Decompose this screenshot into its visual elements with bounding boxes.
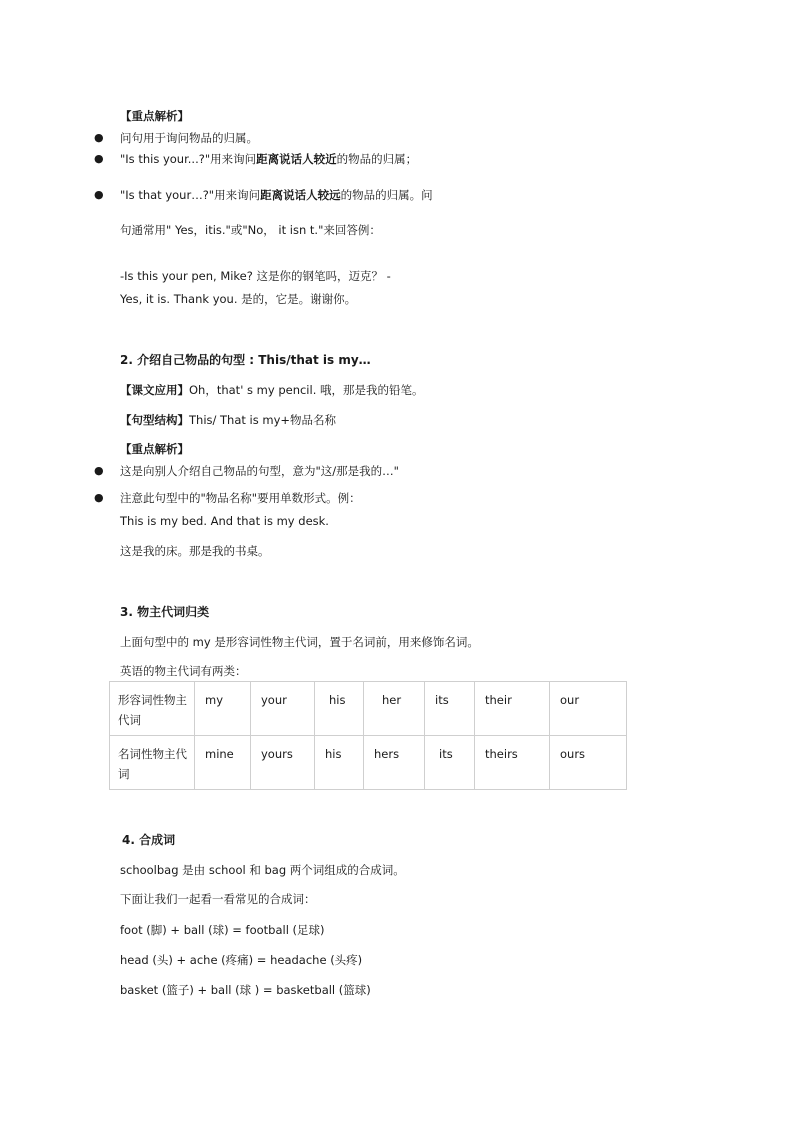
compound-example: head (头) + ache (疼痛) = headache (头疼)	[120, 953, 363, 967]
pronoun-table	[109, 681, 627, 790]
table-cell: their	[475, 682, 550, 736]
table-cell: your	[251, 682, 315, 736]
paragraph: 英语的物主代词有两类：	[120, 664, 247, 678]
key-analysis-heading: 【重点解析】	[120, 442, 189, 456]
table-cell: my	[195, 682, 251, 736]
bullet-text: 注意此句型中的"物品名称"要用单数形式。例：	[120, 491, 361, 505]
bullet-dot: ●	[94, 188, 104, 201]
bullet-dot: ●	[94, 491, 104, 504]
table-cell: its	[425, 682, 475, 736]
compound-example: foot (脚) + ball (球) = football (足球)	[120, 923, 325, 937]
bullet-dot: ●	[94, 464, 104, 477]
paragraph: 上面句型中的 my 是形容词性物主代词，置于名词前，用来修饰名词。	[120, 635, 479, 649]
sentence-structure: 【句型结构】This/ That is my+物品名称	[120, 413, 337, 427]
section-2-title: 2. 介绍自己物品的句型 : This/that is my…	[120, 353, 371, 367]
table-cell: theirs	[475, 736, 550, 790]
bullet-text: 问句用于询问物品的归属。	[120, 131, 258, 145]
example-line: -Is this your pen, Mike? 这是你的钢笔吗，迈克？ -	[120, 269, 391, 283]
table-row-nominal	[110, 736, 627, 790]
bullet-dot: ●	[94, 131, 104, 144]
table-cell: 形容词性物主代词	[110, 682, 195, 736]
table-row-adjectival	[110, 682, 627, 736]
bullet-text: "Is that your…?"用来询问距离说话人较远的物品的归属。问	[120, 188, 433, 202]
bullet-text: "Is this your...?"用来询问距离说话人较近的物品的归属；	[120, 152, 418, 166]
section-3-title: 3. 物主代词归类	[120, 605, 210, 619]
table-cell: 名词性物主代词	[110, 736, 195, 790]
bullet-text: 这是向别人介绍自己物品的句型，意为"这/那是我的…"	[120, 464, 399, 478]
usage-note: 句通常用" Yes，itis."或"No， it isn t."来回答例：	[120, 223, 381, 237]
key-analysis-heading: 【重点解析】	[120, 109, 189, 123]
table-cell: her	[364, 682, 425, 736]
example-line: This is my bed. And that is my desk.	[120, 514, 329, 528]
table-cell: its	[425, 736, 475, 790]
table-cell: yours	[251, 736, 315, 790]
table-cell: our	[550, 682, 627, 736]
paragraph: 下面让我们一起看一看常见的合成词：	[120, 892, 316, 906]
paragraph: schoolbag 是由 school 和 bag 两个词组成的合成词。	[120, 863, 405, 877]
table-cell: hers	[364, 736, 425, 790]
table-cell: ours	[550, 736, 627, 790]
section-4-title: 4. 合成词	[122, 833, 176, 847]
table-cell: mine	[195, 736, 251, 790]
table-cell: his	[315, 736, 364, 790]
example-line: 这是我的床。那是我的书桌。	[120, 544, 270, 558]
text-application: 【课文应用】Oh，that' s my pencil. 哦，那是我的铅笔。	[120, 383, 424, 397]
compound-example: basket (篮子) + ball (球 ) = basketball (篮球)	[120, 983, 371, 997]
table-cell: his	[315, 682, 364, 736]
example-line: Yes, it is. Thank you. 是的，它是。谢谢你。	[120, 292, 357, 306]
bullet-dot: ●	[94, 152, 104, 165]
